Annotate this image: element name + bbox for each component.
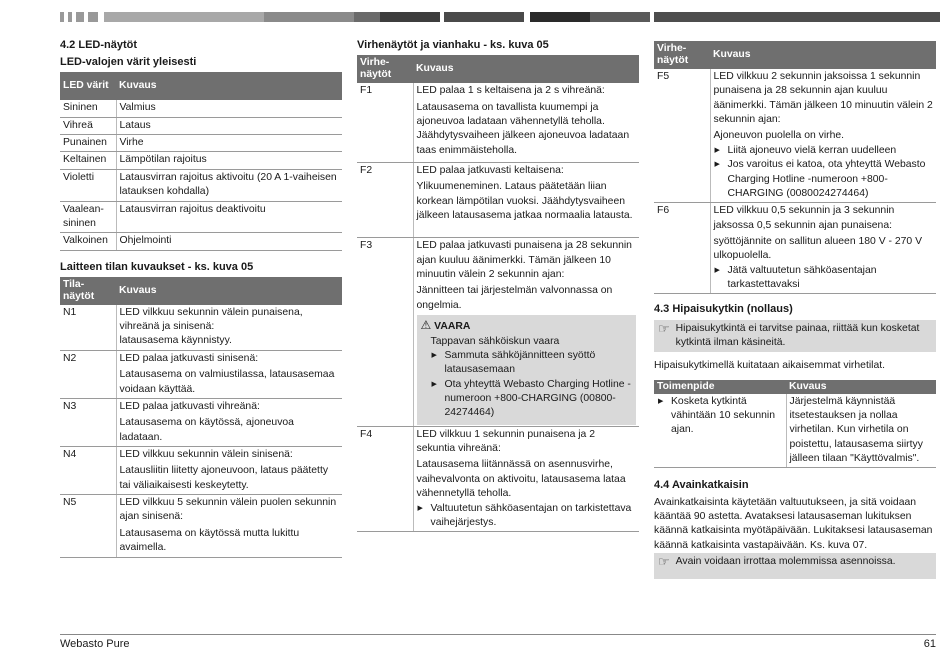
error-line: LED vilkkuu 2 sekunnin jaksoissa 1 sekunnin punaisena ja 28 sekunnin ajan kuuluu äänimerkki. Tämän jälkeen 10 minuutin välein 2 sekunnin ajan: bbox=[713, 71, 933, 126]
page-number: 61 bbox=[923, 638, 936, 650]
led-desc: Ohjelmointi bbox=[116, 233, 342, 250]
paragraph: Avainkatkaisinta käytetään valtuutukseen, ja sitä voidaan kääntää 90 astetta. Avataksesi latausaseman lukituksen käännä katkaisinta myötäpäivään. Lukitaksesi latausaseman käännä katkaisinta vastapäivään. Ks. kuva 07. bbox=[654, 496, 933, 551]
state-line: LED palaa jatkuvasti vihreänä: bbox=[119, 400, 260, 412]
state-code: N2 bbox=[60, 350, 116, 398]
led-color: Vihreä bbox=[60, 117, 116, 134]
action-col-header: Toimenpide bbox=[654, 380, 786, 394]
table-row bbox=[357, 426, 639, 532]
error-desc: Latausasema on tavallista kuumempi ja ajoneuvoa ladataan vähennetyllä teholla. Jäähdytysvaiheen jälkeen ajoneuvoa ladataan taas enimmäisteholla. bbox=[416, 101, 630, 156]
led-desc: Virhe bbox=[116, 135, 342, 152]
error-table-continued bbox=[654, 41, 936, 294]
desc-col-header: Kuvaus bbox=[116, 277, 342, 305]
error-line: LED vilkkuu 1 sekunnin punaisena ja 2 sekuntia vihreänä: bbox=[416, 428, 595, 455]
pointing-hand-icon: ☞ bbox=[658, 320, 670, 336]
middle-column bbox=[357, 38, 639, 532]
led-desc: Latausvirran rajoitus aktivoitu (20 A 1-vaiheisen latauksen kohdalla) bbox=[116, 169, 342, 201]
bullet-item: ▶ Valtuutetun sähköasentajan on tarkistettava vaihejärjestys. bbox=[417, 502, 637, 531]
state-desc: Latausliitin liitetty ajoneuvoon, lataus päätetty tai väliaikaisesti keskeytetty. bbox=[119, 465, 329, 491]
state-line: LED palaa jatkuvasti sinisenä: bbox=[119, 352, 259, 364]
error-desc: Ajoneuvon puolella on virhe. bbox=[713, 130, 845, 142]
led-colors-table bbox=[60, 72, 342, 250]
footer-brand: Webasto Pure bbox=[60, 638, 130, 650]
error-col-header: Virhe-näytöt bbox=[654, 41, 710, 69]
state-desc: Latausasema on käytössä mutta lukittu avaimella. bbox=[119, 527, 300, 554]
bullet-item: ▶ Kosketa kytkintä vähintään 10 sekunnin ajan. bbox=[657, 395, 783, 438]
action-desc: Järjestelmä käynnistää itsetestauksen ja nollaa virhetilan. Kun virhetila on poistettu, latausasema siirtyy jälleen tilaan "Käyttövalmis". bbox=[786, 394, 936, 468]
led-desc: Valmius bbox=[116, 100, 342, 117]
desc-col-header: Kuvaus bbox=[116, 72, 342, 100]
table-row bbox=[60, 350, 342, 398]
state-table bbox=[60, 277, 342, 558]
warning-text: Tappavan sähköiskun vaara bbox=[430, 335, 560, 347]
state-code: N1 bbox=[60, 305, 116, 351]
error-code: F5 bbox=[654, 69, 710, 203]
table-row bbox=[60, 233, 342, 250]
error-heading: Virhenäytöt ja vianhaku - ks. kuva 05 bbox=[357, 39, 549, 51]
desc-col-header: Kuvaus bbox=[710, 41, 936, 69]
right-column bbox=[654, 41, 936, 579]
state-line: LED vilkkuu sekunnin välein sinisenä: bbox=[119, 448, 293, 460]
note-text: Avain voidaan irrottaa molemmissa asennoissa. bbox=[675, 556, 896, 567]
state-desc-cell bbox=[116, 350, 342, 398]
error-line: LED palaa jatkuvasti keltaisena: bbox=[416, 164, 564, 176]
left-column bbox=[60, 38, 342, 558]
table-row bbox=[60, 495, 342, 557]
state-desc-cell bbox=[116, 495, 342, 557]
led-color: Vaalean-sininen bbox=[60, 201, 116, 233]
error-line: LED palaa 1 s keltaisena ja 2 s vihreänä: bbox=[416, 85, 605, 97]
table-row bbox=[60, 446, 342, 494]
led-color: Violetti bbox=[60, 169, 116, 201]
state-code: N5 bbox=[60, 495, 116, 557]
bullet-item: ▶ Ota yhteyttä Webasto Charging Hotline -numeroon +800-CHARGING (00800-24274464) bbox=[431, 378, 633, 421]
led-color: Sininen bbox=[60, 100, 116, 117]
error-code: F4 bbox=[357, 426, 413, 532]
error-desc: Ylikuumeneminen. Lataus päätetään liian korkean lämpötilan vuoksi. Jäähdytysvaiheen jälkeen latausasema jatkaa normaalia latausta. bbox=[416, 181, 633, 222]
table-row bbox=[60, 169, 342, 201]
state-code: N4 bbox=[60, 446, 116, 494]
led-colors-heading: LED-valojen värit yleisesti bbox=[60, 56, 197, 69]
danger-warning-box bbox=[417, 315, 637, 425]
error-desc-cell bbox=[710, 203, 936, 294]
note-text: Hipaisukytkintä ei tarvitse painaa, riittää kun kosketat kytkintä ilman käsineitä. bbox=[675, 322, 920, 348]
table-row bbox=[60, 398, 342, 446]
error-code: F6 bbox=[654, 203, 710, 294]
error-desc-cell bbox=[413, 426, 639, 532]
table-row bbox=[654, 203, 936, 294]
state-desc: Latausasema on käytössä, ajoneuvoa ladataan. bbox=[119, 417, 294, 443]
state-col-header: Tila-näytöt bbox=[60, 277, 116, 305]
led-color: Keltainen bbox=[60, 152, 116, 169]
table-row bbox=[654, 69, 936, 203]
key-note-box bbox=[654, 553, 936, 579]
desc-col-header: Kuvaus bbox=[413, 55, 639, 83]
led-color: Punainen bbox=[60, 135, 116, 152]
header-color-bar bbox=[60, 12, 940, 22]
error-desc-cell bbox=[413, 83, 639, 162]
error-desc: syöttöjännite on sallitun alueen 180 V - 270 V ulkopuolella. bbox=[713, 235, 923, 262]
error-code: F2 bbox=[357, 162, 413, 237]
desc-col-header: Kuvaus bbox=[786, 380, 936, 394]
led-desc: Lämpötilan rajoitus bbox=[116, 152, 342, 169]
table-row bbox=[357, 162, 639, 237]
error-desc-cell bbox=[413, 162, 639, 237]
led-desc: Lataus bbox=[116, 117, 342, 134]
error-code: F1 bbox=[357, 83, 413, 162]
state-desc-cell bbox=[116, 398, 342, 446]
state-desc: latausasema käynnistyy. bbox=[119, 335, 232, 347]
bullet-item: ▶ Liitä ajoneuvo vielä kerran uudelleen bbox=[714, 144, 934, 158]
error-col-header: Virhe-näytöt bbox=[357, 55, 413, 83]
warning-title: VAARA bbox=[434, 321, 471, 333]
table-row bbox=[357, 238, 639, 426]
bullet-item: ▶ Jos varoitus ei katoa, ota yhteyttä Webasto Charging Hotline -numeroon +800-CHARGING (0080024274464) bbox=[714, 158, 934, 201]
table-row bbox=[60, 305, 342, 351]
led-col-header: LED värit bbox=[60, 72, 116, 100]
state-line: LED vilkkuu 5 sekunnin välein puolen sekunnin ajan sinisenä: bbox=[119, 497, 337, 523]
error-desc-cell bbox=[710, 69, 936, 203]
led-desc: Latausvirran rajoitus deaktivoitu bbox=[116, 201, 342, 233]
error-desc: Latausasema liitännässä on asennusvirhe, vaihevalvonta on aktivoitu, latausasema lataa vähennetyllä teholla. bbox=[416, 459, 626, 500]
touch-switch-heading: 4.3 Hipaisukytkin (nollaus) bbox=[654, 303, 793, 316]
table-row bbox=[357, 83, 639, 162]
state-desc-cell bbox=[116, 305, 342, 351]
state-line: LED vilkkuu sekunnin välein punaisena, vihreänä ja sinisenä: bbox=[119, 306, 303, 333]
error-line: LED palaa jatkuvasti punaisena ja 28 sekunnin ajan kuuluu äänimerkki. Tämän jälkeen 10 minuutin välein 2 sekunnin ajan: bbox=[416, 240, 632, 281]
table-row bbox=[60, 117, 342, 134]
bullet-item: ▶ Sammuta sähköjännitteen syöttö latausasemaan bbox=[431, 349, 633, 378]
table-row bbox=[60, 201, 342, 233]
error-line: LED vilkkuu 0,5 sekunnin ja 3 sekunnin jaksossa 0,5 sekunnin ajan punaisena: bbox=[713, 205, 895, 231]
table-row bbox=[60, 135, 342, 152]
error-code: F3 bbox=[357, 238, 413, 426]
page-footer bbox=[60, 634, 936, 652]
state-code: N3 bbox=[60, 398, 116, 446]
bullet-item: ▶ Jätä valtuutetun sähköasentajan tarkastettavaksi bbox=[714, 264, 934, 293]
table-row bbox=[60, 100, 342, 117]
warning-icon: ⚠ bbox=[420, 318, 432, 333]
action-table bbox=[654, 380, 936, 469]
error-desc: Jännitteen tai järjestelmän valvonnassa on ongelmia. bbox=[416, 285, 613, 311]
table-row bbox=[60, 152, 342, 169]
section-heading: 4.2 LED-näytöt bbox=[60, 39, 138, 51]
key-switch-heading: 4.4 Avainkatkaisin bbox=[654, 479, 749, 492]
led-color: Valkoinen bbox=[60, 233, 116, 250]
touch-note-box bbox=[654, 320, 936, 353]
action-cell bbox=[654, 394, 786, 468]
error-desc-cell bbox=[413, 238, 639, 426]
paragraph: Hipaisukytkimellä kuitataan aikaisemmat virhetilat. bbox=[654, 360, 885, 372]
state-desc: Latausasema on valmiustilassa, latausasemaa voidaan käyttää. bbox=[119, 369, 335, 395]
error-table bbox=[357, 55, 639, 532]
pointing-hand-icon: ☞ bbox=[658, 554, 670, 569]
state-desc-cell bbox=[116, 446, 342, 494]
state-heading: Laitteen tilan kuvaukset - ks. kuva 05 bbox=[60, 260, 254, 273]
table-row bbox=[654, 394, 936, 468]
